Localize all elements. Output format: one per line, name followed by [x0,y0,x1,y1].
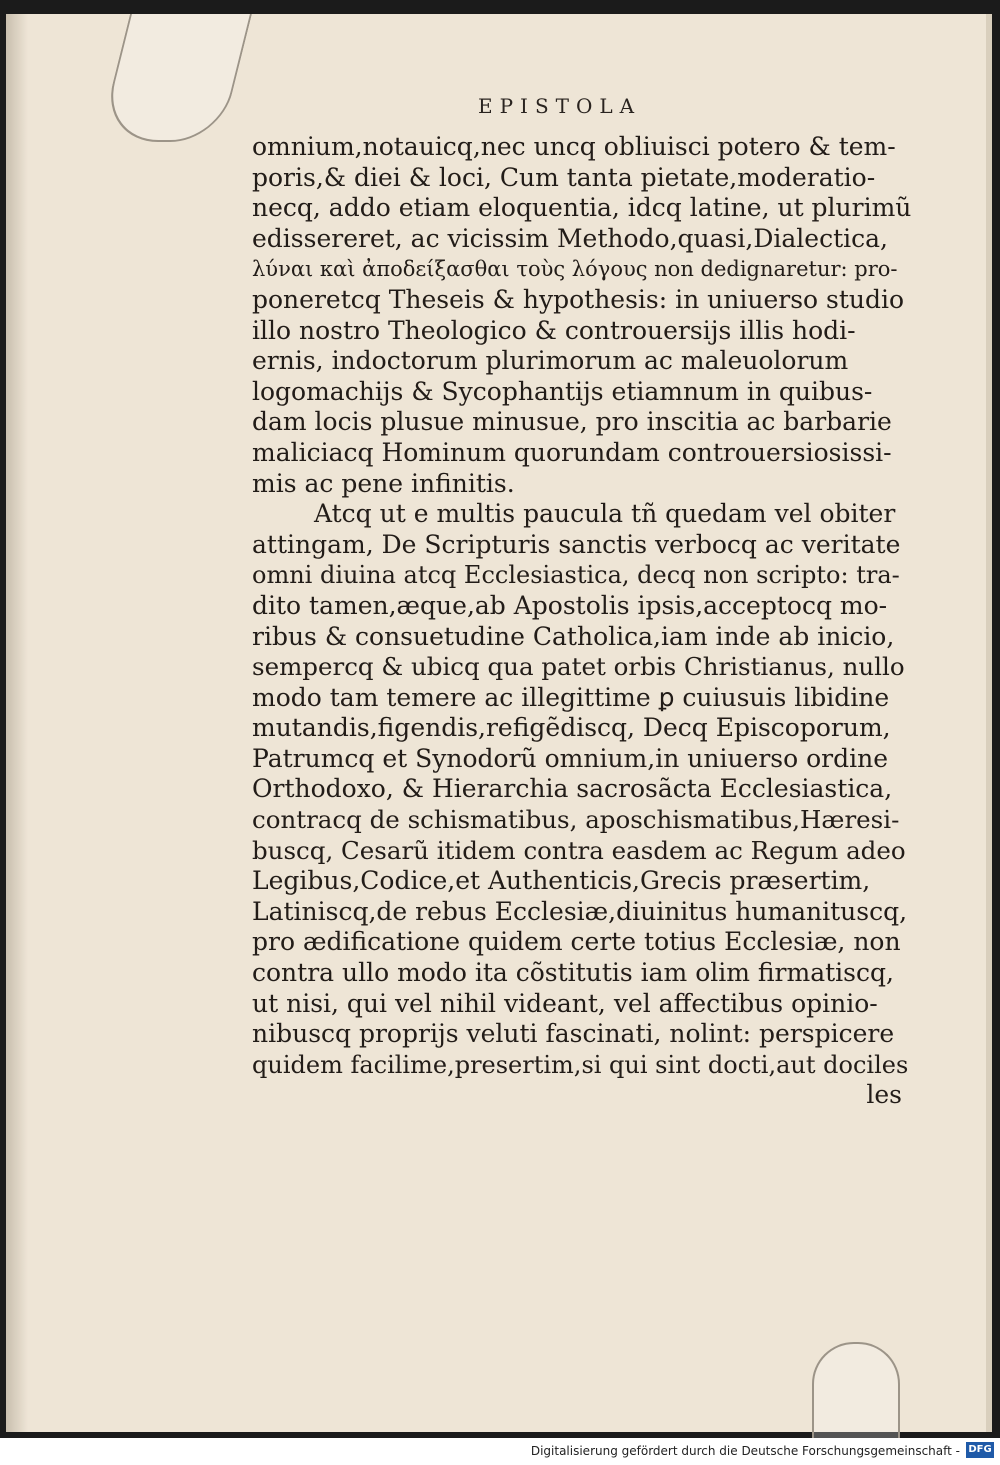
text-line: sempercq & ubicq qua patet orbis Christianus, nullo [252,652,905,682]
paragraph-start-line: Atcq ut e multis paucula tñ quedam vel obiter [314,499,896,529]
text-line-greek: λύναι καὶ ἀποδείξασθαι τοὺς λόγους non dedignaretur: pro- [252,257,898,282]
page-gutter [6,14,28,1432]
digitization-footer [0,1438,1000,1465]
text-line: quidem facilime,presertim,si qui sint docti,aut dociles [252,1050,909,1079]
running-head: EPISTOLA [478,94,642,118]
text-line: pro ædificatione quidem certe totius Ecclesiæ, non [252,927,901,957]
text-line: contra ullo modo ita cõstitutis iam olim firmatiscq, [252,958,894,988]
text-line: maliciacq Hominum quorundam controuersiosissi- [252,437,892,467]
dfg-logo-icon: DFG [966,1442,994,1458]
text-line: poris,& diei & loci, Cum tanta pietate,moderatio- [252,162,876,192]
text-line: illo nostro Theologico & controuersijs illis hodi- [252,315,856,345]
footer-credit: Digitalisierung gefördert durch die Deutsche Forschungsgemeinschaft - [530,1444,960,1458]
text-line: Orthodoxo, & Hierarchia sacrosãcta Ecclesiastica, [252,774,893,804]
text-line: mis ac pene infinitis. [252,468,515,498]
text-block [252,132,912,1111]
text-line: omni diuina atcq Ecclesiastica, decq non scripto: tra- [252,561,900,590]
text-line: Legibus,Codice,et Authenticis,Grecis præsertim, [252,866,871,896]
text-line: mutandis,figendis,refigẽdiscq, Decq Episcoporum, [252,713,891,743]
text-line: poneretcq Theseis & hypothesis: in uniuerso studio [252,284,905,314]
text-line: nibuscq proprijs veluti fascinati, nolint: perspicere [252,1019,895,1049]
text-line: contracq de schismatibus, aposchismatibus,Hæresi- [252,805,900,835]
text-line: Latiniscq,de rebus Ecclesiæ,diuinitus humanituscq, [252,896,908,926]
page-clip-bottom [812,1342,900,1444]
text-line: modo tam temere ac illegittime ꝑ cuiusuis libidine [252,682,890,712]
text-line: buscq, Cesarũ itidem contra easdem ac Regum adeo [252,835,906,865]
text-line: omnium,notauicq,nec uncq obliuisci potero & tem- [252,132,896,161]
text-line: ribus & consuetudine Catholica,iam inde ab inicio, [252,621,895,651]
text-line: ut nisi, qui vel nihil videant, vel affectibus opinio- [252,988,878,1018]
text-line: edissereret, ac vicissim Methodo,quasi,Dialectica, [252,223,888,253]
text-line: dam locis plusue minusue, pro inscitia ac barbarie [252,407,892,437]
text-line: ernis, indoctorum plurimorum ac maleuolorum [252,346,849,376]
text-line: logomachijs & Sycophantijs etiamnum in quibus- [252,376,873,406]
text-line: necq, addo etiam eloquentia, idcq latine, ut plurimũ [252,193,912,223]
text-line: dito tamen,æque,ab Apostolis ipsis,acceptocq mo- [252,590,888,620]
text-line: attingam, De Scripturis sanctis verbocq ac veritate [252,529,901,559]
page-clip-top [98,14,252,142]
text-line: Patrumcq et Synodorũ omnium,in uniuerso ordine [252,743,889,773]
catchword: les [866,1080,902,1110]
